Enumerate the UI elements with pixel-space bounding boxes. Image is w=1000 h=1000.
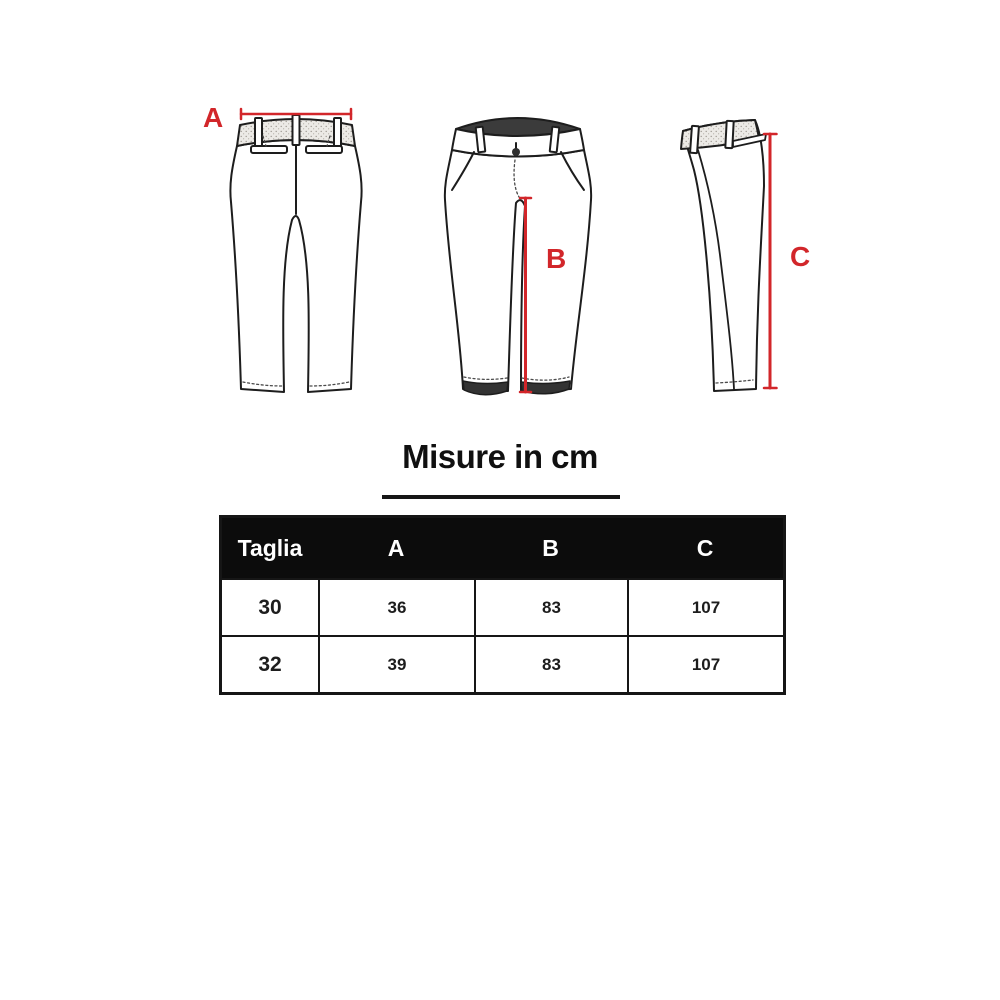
waist-button: [512, 148, 520, 156]
table-cell-32-b: 83: [474, 635, 627, 692]
table-cell-32-a: 39: [318, 635, 474, 692]
measure-line-C: [764, 134, 777, 388]
belt-loop: [550, 127, 560, 153]
side-body: [683, 120, 764, 391]
table-cell-30-c: 107: [627, 578, 783, 635]
size-table-header: [222, 518, 783, 578]
table-cell-size-30: 30: [222, 578, 318, 635]
page-title: Misure in cm: [402, 438, 598, 475]
hem-inside: [463, 381, 508, 395]
belt-loop: [476, 127, 486, 153]
header-cell-b: B: [542, 534, 559, 561]
belt-loop: [293, 115, 300, 145]
size-table: [219, 515, 786, 695]
belt-loop: [690, 126, 699, 153]
table-cell-32-c: 107: [627, 635, 783, 692]
measure-label-b: B: [546, 243, 567, 274]
back-welt-pocket: [251, 146, 287, 153]
back-welt-pocket: [306, 146, 342, 153]
table-cell-size-32: 32: [222, 635, 318, 692]
header-cell-a: A: [387, 534, 405, 561]
belt-loop: [334, 118, 341, 148]
title-underline: [382, 495, 620, 499]
front-body: [445, 150, 591, 391]
belt-loop: [255, 118, 262, 148]
pants-side-view-drawing: [681, 120, 777, 391]
header-cell-taglia: Taglia: [237, 534, 303, 561]
measure-label-a: A: [203, 102, 224, 133]
table-cell-30-a: 36: [318, 578, 474, 635]
size-table-body: [222, 578, 783, 692]
measure-label-c: C: [790, 241, 811, 272]
pants-front-view-drawing: [445, 118, 591, 395]
table-cell-30-b: 83: [474, 578, 627, 635]
header-cell-c: C: [696, 534, 714, 561]
pants-back-view-drawing: [230, 109, 361, 392]
